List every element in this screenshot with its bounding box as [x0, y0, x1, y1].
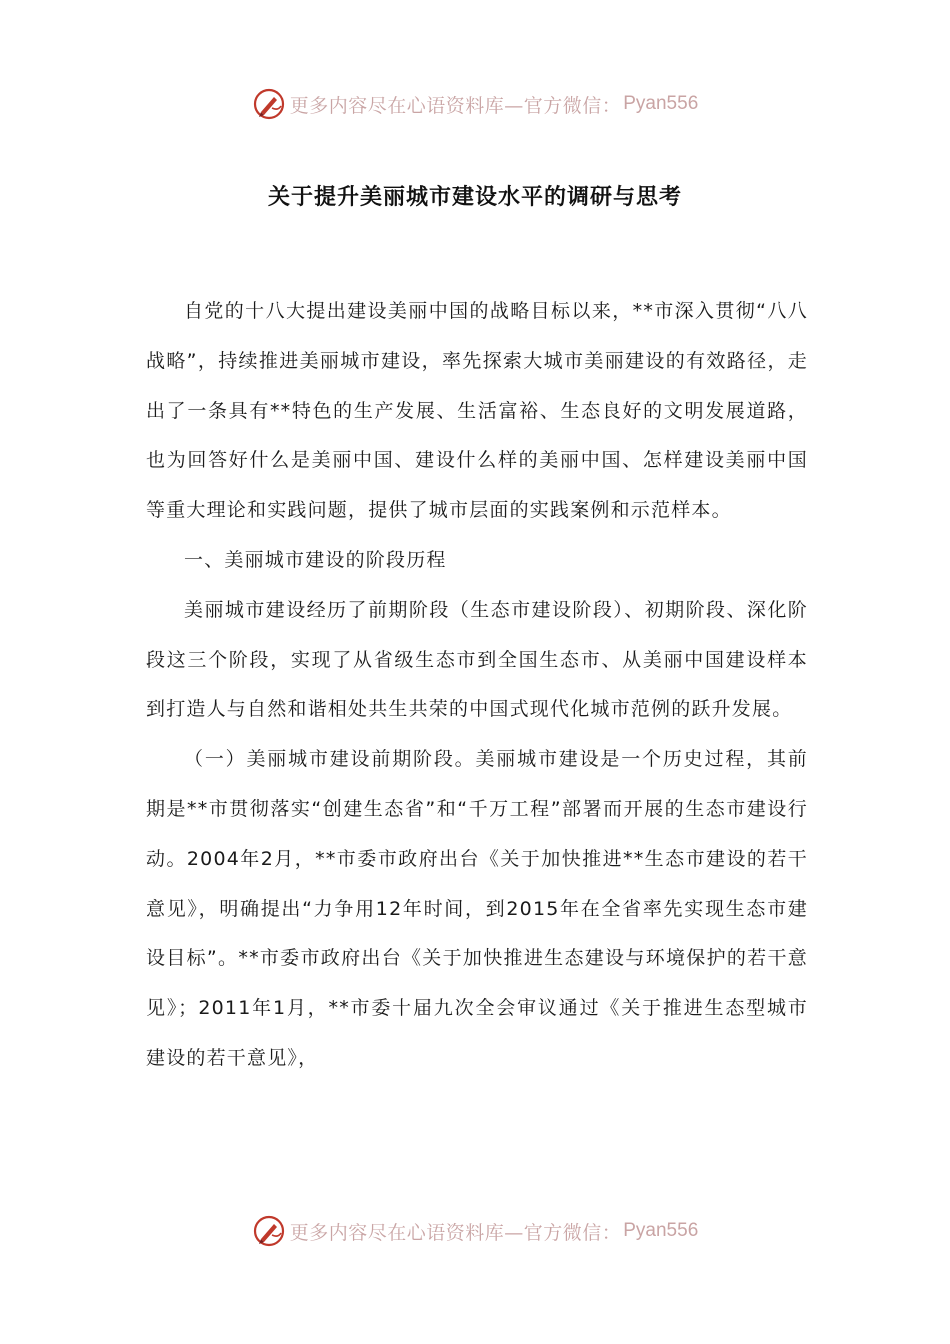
pen-logo-icon: [252, 1214, 286, 1248]
watermark-text: 更多内容尽在心语资料库—官方微信：: [289, 1221, 622, 1244]
watermark-text: 更多内容尽在心语资料库—官方微信：: [289, 94, 622, 117]
watermark-handle: Pyan556: [623, 93, 699, 114]
watermark-header: [0, 84, 950, 124]
paragraph-stages: 美丽城市建设经历了前期阶段（生态市建设阶段）、初期阶段、深化阶段这三个阶段，实现了从省级生态市到全国生态市、从美丽中国建设样本到打造人与自然和谐相处共生共荣的中国式现代化城市范例的跃升发展。: [146, 598, 808, 721]
watermark-footer: [0, 1211, 950, 1251]
watermark-handle: Pyan556: [623, 1220, 699, 1241]
document-body: [146, 287, 808, 1084]
pen-logo-icon: [252, 87, 286, 121]
section-heading: 一、美丽城市建设的阶段历程: [184, 548, 447, 571]
document-title: 关于提升美丽城市建设水平的调研与思考: [267, 185, 682, 210]
paragraph-early-stage: （一）美丽城市建设前期阶段。美丽城市建设是一个历史过程，其前期是**市贯彻落实“创建生态省”和“千万工程”部署而开展的生态市建设行动。2004年2月，**市委市政府出台《关于加快推进**生态市建设的若干意见》，明确提出“力争用12年时间，到2015年在全省率先实现生态市建设目标”。**市委市政府出台《关于加快推进生态建设与环境保护的若干意见》；2011年1月，**市委十届九次全会审议通过《关于推进生态型城市建设的若干意见》，: [146, 748, 808, 1069]
paragraph-intro: 自党的十八大提出建设美丽中国的战略目标以来，**市深入贯彻“八八战略”，持续推进美丽城市建设，率先探索大城市美丽建设的有效路径，走出了一条具有**特色的生产发展、生活富裕、生态良好的文明发展道路，也为回答好什么是美丽中国、建设什么样的美丽中国、怎样建设美丽中国等重大理论和实践问题，提供了城市层面的实践案例和示范样本。: [146, 300, 808, 522]
